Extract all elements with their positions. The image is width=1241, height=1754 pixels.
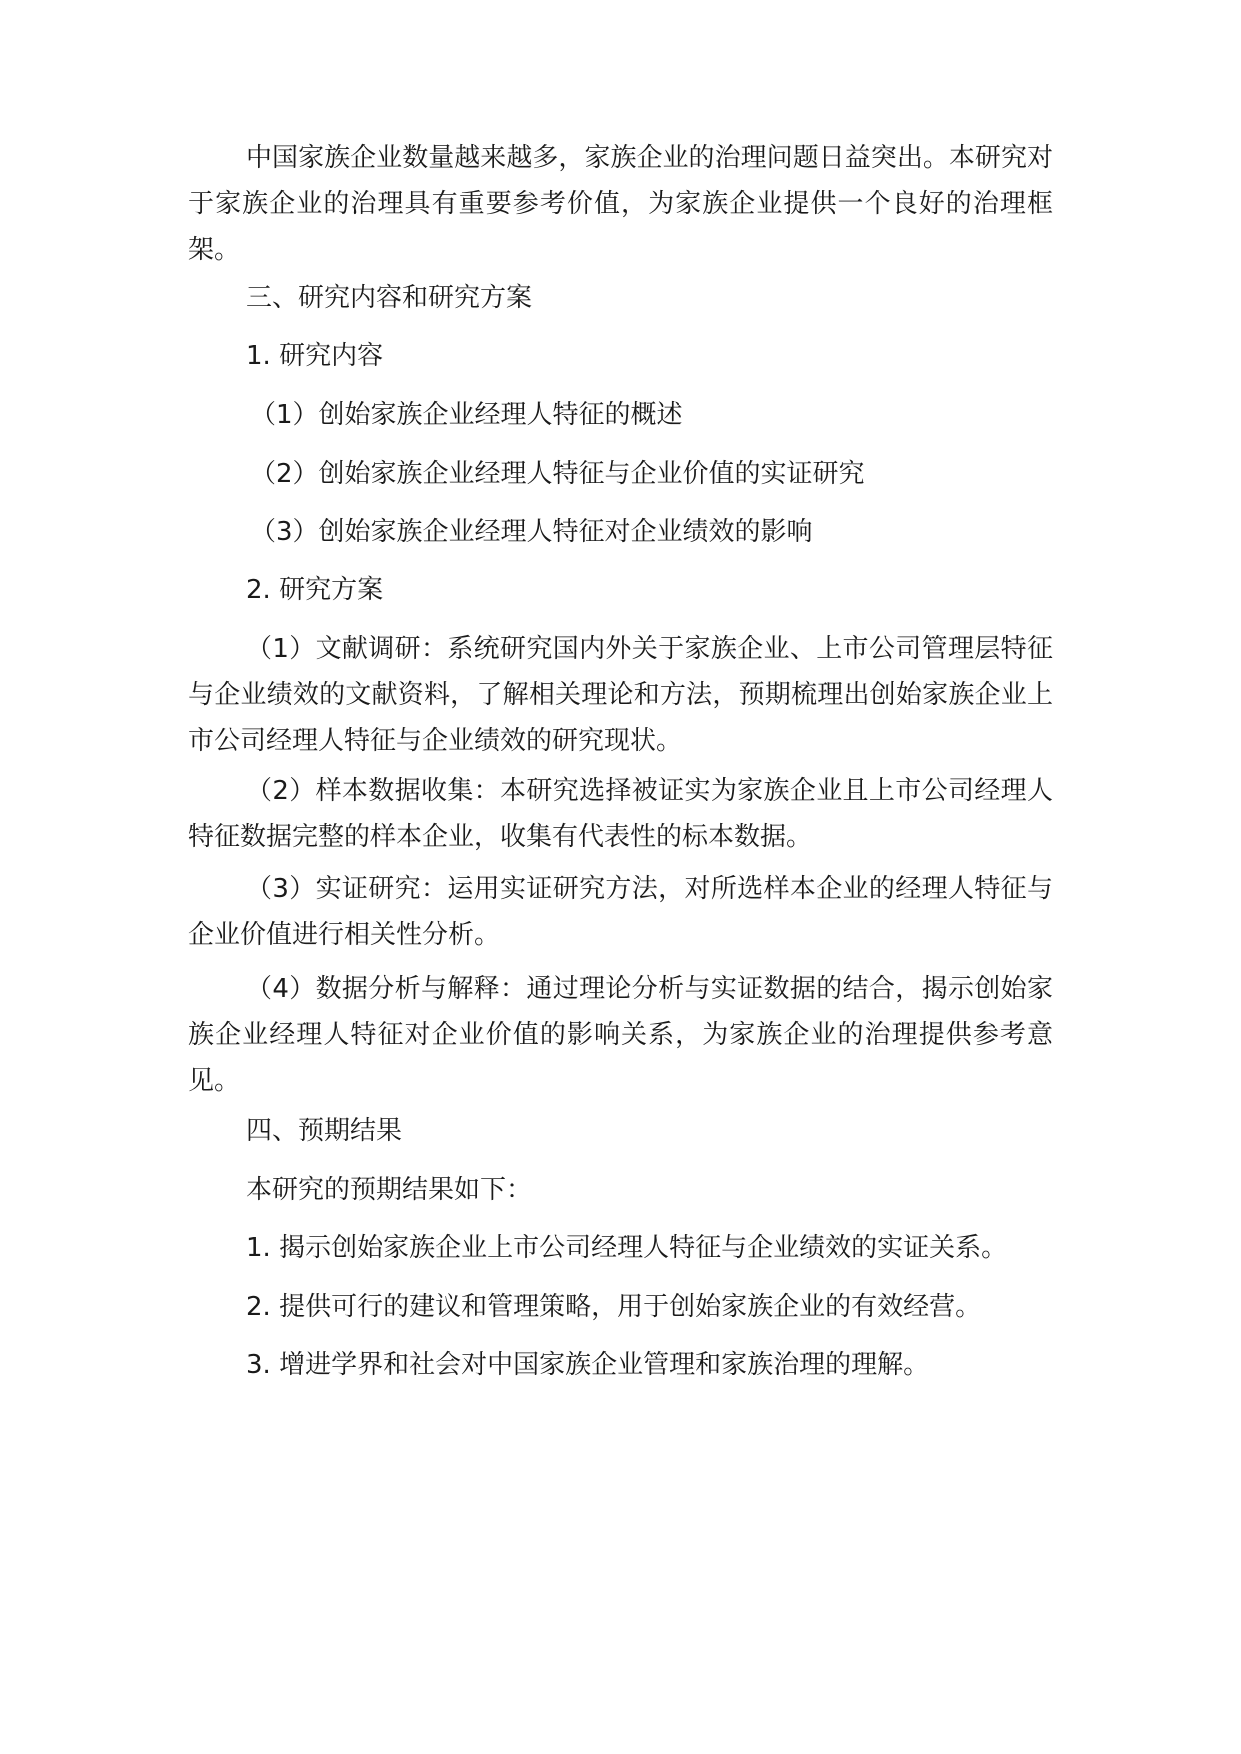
section3-heading: 三、研究内容和研究方案 bbox=[246, 283, 533, 313]
content-heading: 1. 研究内容 bbox=[246, 341, 384, 371]
plan-heading: 2. 研究方案 bbox=[246, 575, 384, 605]
plan-item-3: （3）实证研究：运用实证研究方法，对所选样本企业的经理人特征与企业价值进行相关性分析。 bbox=[188, 874, 1053, 950]
result-item-2: 2. 提供可行的建议和管理策略，用于创始家族企业的有效经营。 bbox=[246, 1292, 982, 1322]
section4-heading: 四、预期结果 bbox=[246, 1116, 403, 1146]
plan-item-1: （1）文献调研：系统研究国内外关于家族企业、上市公司管理层特征与企业绩效的文献资料，了解相关理论和方法，预期梳理出创始家族企业上市公司经理人特征与企业绩效的研究现状。 bbox=[188, 634, 1053, 756]
results-intro: 本研究的预期结果如下： bbox=[246, 1175, 533, 1205]
content-item-2: （2）创始家族企业经理人特征与企业价值的实证研究 bbox=[250, 459, 865, 489]
result-item-3: 3. 增进学界和社会对中国家族企业管理和家族治理的理解。 bbox=[246, 1350, 930, 1380]
plan-item-4: （4）数据分析与解释：通过理论分析与实证数据的结合，揭示创始家族企业经理人特征对企业价值的影响关系，为家族企业的治理提供参考意见。 bbox=[188, 974, 1053, 1096]
result-item-1: 1. 揭示创始家族企业上市公司经理人特征与企业绩效的实证关系。 bbox=[246, 1233, 1008, 1263]
plan-item-2: （2）样本数据收集：本研究选择被证实为家族企业且上市公司经理人特征数据完整的样本企业，收集有代表性的标本数据。 bbox=[188, 776, 1053, 852]
content-item-1: （1）创始家族企业经理人特征的概述 bbox=[250, 400, 683, 430]
intro-paragraph: 中国家族企业数量越来越多，家族企业的治理问题日益突出。本研究对于家族企业的治理具有重要参考价值，为家族企业提供一个良好的治理框架。 bbox=[188, 143, 1053, 265]
content-item-3: （3）创始家族企业经理人特征对企业绩效的影响 bbox=[250, 517, 813, 547]
